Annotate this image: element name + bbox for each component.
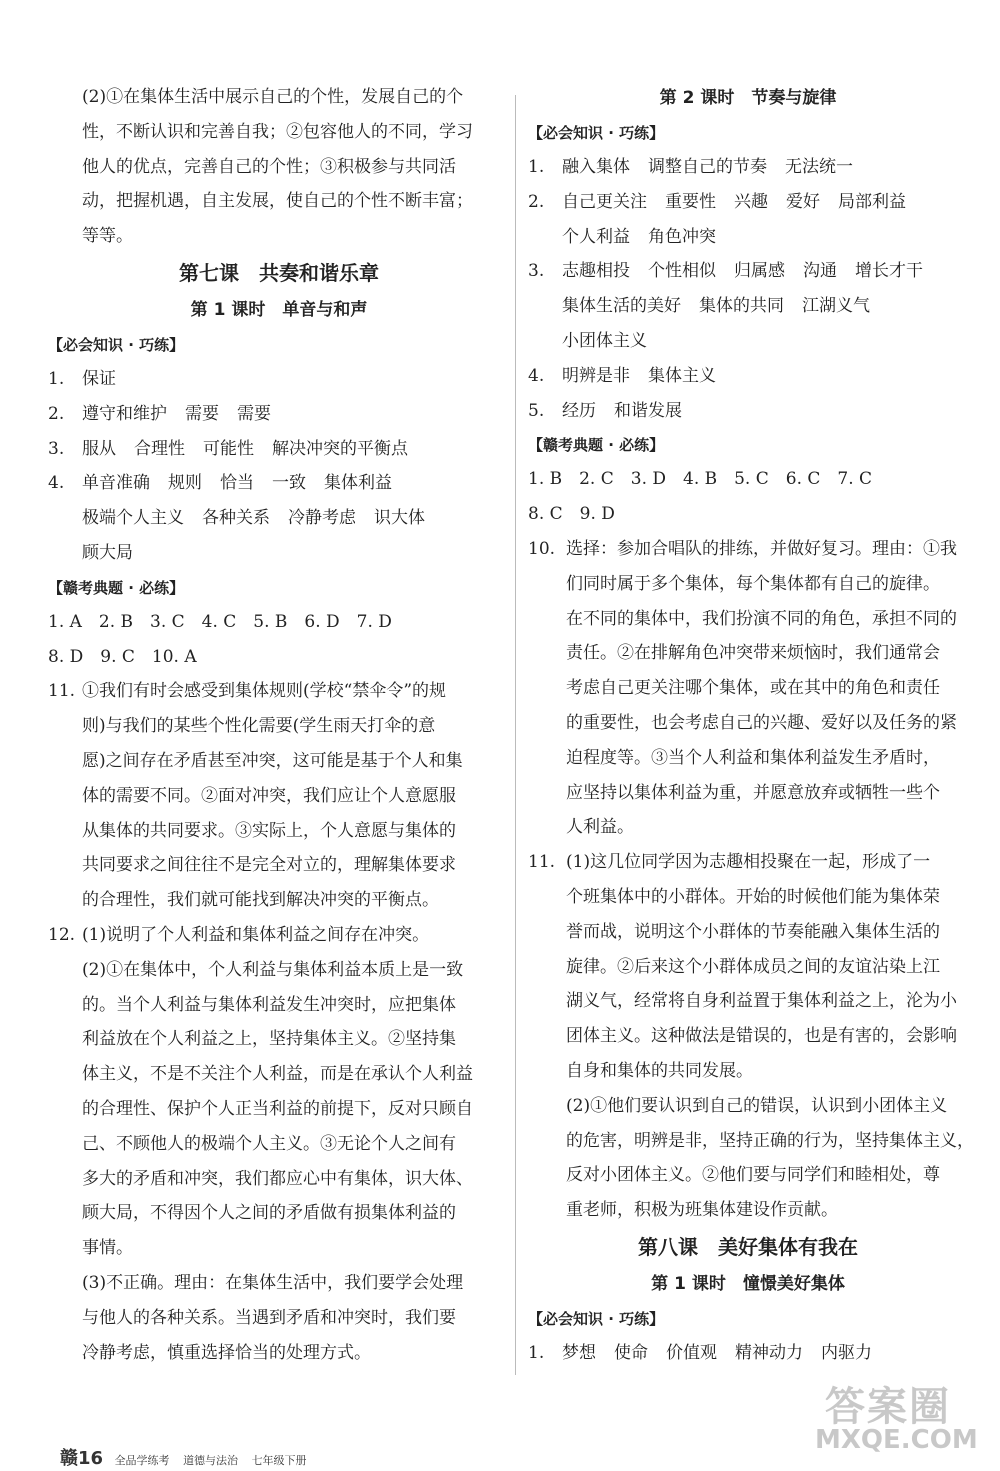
question-answer-line: 重老师，积极为班集体建设作贡献。 [566, 1200, 838, 1221]
lesson-title: 第八课 美好集体有我在 [638, 1234, 858, 1259]
lesson-subtitle: 第 1 课时 单音与和声 [190, 299, 368, 320]
column-divider [515, 95, 516, 1375]
question-answer-line: 共同要求之间往往不是完全对立的，理解集体要求 [82, 855, 456, 876]
question-answer-line: 己、不顾他人的极端个人主义。③无论个人之间有 [82, 1133, 456, 1154]
question-answer-line: (3)不正确。理由：在集体生活中，我们要学会处理 [82, 1272, 464, 1293]
question-answer-line: 体的需要不同。②面对冲突，我们应让个人意愿服 [82, 785, 456, 806]
page-footer [60, 1444, 317, 1470]
grade-label: 七年级下册 [251, 1454, 307, 1467]
book-title: 全品学练考 [114, 1454, 170, 1467]
question-answer-line: 迫程度等。③当个人利益和集体利益发生矛盾时， [566, 747, 940, 768]
intro-line: 性，不断认识和完善自我；②包容他人的不同，学习 [82, 121, 473, 142]
knowledge-item-cont: 小团体主义 [562, 330, 647, 351]
section-header: 【赣考典题 · 必练】 [528, 436, 665, 455]
lesson-title: 第七课 共奏和谐乐章 [179, 260, 379, 285]
knowledge-item-cont: 个人利益 角色冲突 [562, 226, 716, 247]
question-answer-line: (2)①在集体中，个人利益与集体利益本质上是一致 [82, 959, 464, 980]
lesson-subtitle: 第 2 课时 节奏与旋律 [659, 88, 837, 108]
knowledge-item: 1. 保证 [48, 368, 116, 389]
question-answer-line: 反对小团体主义。②他们要与同学们和睦相处，尊 [566, 1165, 940, 1186]
question-answer-line: 应坚持以集体利益为重，并愿意放弃或牺牲一些个 [566, 782, 940, 803]
section-header: 【必会知识 · 巧练】 [528, 124, 665, 142]
knowledge-item: 2. 自己更关注 重要性 兴趣 爱好 局部利益 [528, 191, 906, 212]
watermark-logo: 答案圈 MXQE.COM [815, 1384, 978, 1455]
question-answer-line: 愿)之间存在矛盾甚至冲突，这可能是基于个人和集 [82, 750, 463, 771]
right-column [528, 80, 974, 1371]
intro-line: 他人的优点，完善自己的个性；③积极参与共同活 [82, 156, 456, 177]
question-answer-line: 12. (1)说明了个人利益和集体利益之间存在冲突。 [48, 924, 430, 945]
question-answer-line: 事情。 [82, 1238, 133, 1259]
intro-line: 等等。 [82, 226, 133, 247]
section-header: 【必会知识 · 巧练】 [528, 1309, 665, 1328]
question-answer-line: (2)①他们要认识到自己的错误，认识到小团体主义 [566, 1095, 948, 1116]
question-answer-line: 利益放在个人利益之上，坚持集体主义。②坚持集 [82, 1029, 456, 1050]
question-answer-line: 个班集体中的小群体。开始的时候他们能为集体荣 [566, 886, 940, 907]
page-number: 赣16 [60, 1448, 104, 1469]
knowledge-item: 1. 融入集体 调整自己的节奏 无法统一 [528, 157, 853, 177]
question-answer-line: 团体主义。这种做法是错误的，也是有害的，会影响 [566, 1026, 957, 1047]
left-column [48, 80, 510, 1370]
question-answer-line: 的重要性，也会考虑自己的兴趣、爱好以及任务的紧 [566, 712, 957, 733]
question-answer-line: 人利益。 [566, 817, 634, 838]
question-answer-line: 誉而战，说明这个小群体的节奏能融入集体生活的 [566, 921, 940, 942]
question-answer-line: 顾大局，不得因个人之间的矛盾做有损集体利益的 [82, 1203, 456, 1224]
lesson-subtitle: 第 1 课时 憧憬美好集体 [651, 1273, 845, 1294]
answer-row: 1. B 2. C 3. D 4. B 5. C 6. C 7. C [528, 469, 873, 490]
answer-row: 8. D 9. C 10. A [48, 646, 197, 667]
answer-row: 8. C 9. D [528, 504, 615, 525]
knowledge-item: 3. 志趣相投 个性相似 归属感 沟通 增长才干 [528, 261, 923, 282]
section-header: 【必会知识 · 巧练】 [48, 335, 185, 354]
knowledge-item: 5. 经历 和谐发展 [528, 400, 682, 421]
question-answer-line: 11. ①我们有时会感受到集体规则(学校“禁伞令”的规 [48, 681, 447, 702]
question-answer-line: 的合理性、保护个人正当利益的前提下，反对只顾自 [82, 1098, 473, 1119]
question-answer-line: 11. (1)这几位同学因为志趣相投聚在一起，形成了一 [528, 852, 931, 873]
question-answer-line: 多大的矛盾和冲突，我们都应心中有集体，识大体、 [82, 1168, 473, 1189]
question-answer-line: 们同时属于多个集体，每个集体都有自己的旋律。 [566, 573, 940, 594]
question-answer-line: 体主义，不是不关注个人利益，而是在承认个人利益 [82, 1064, 473, 1085]
knowledge-item-cont: 集体生活的美好 集体的共同 江湖义气 [562, 296, 870, 317]
knowledge-item: 3. 服从 合理性 可能性 解决冲突的平衡点 [48, 438, 408, 459]
question-answer-line: 旋律。②后来这个小群体成员之间的友谊沾染上江 [566, 956, 940, 977]
knowledge-item: 4. 明辨是非 集体主义 [528, 365, 716, 386]
knowledge-item: 2. 遵守和维护 需要 需要 [48, 403, 271, 424]
question-answer-line: 冷静考虑，慎重选择恰当的处理方式。 [82, 1342, 371, 1363]
intro-line: 动，把握机遇，自主发展，使自己的个性不断丰富； [82, 191, 473, 212]
question-answer-line: 的合理性，我们就可能找到解决冲突的平衡点。 [82, 890, 439, 911]
question-answer-line: 自身和集体的共同发展。 [566, 1060, 753, 1081]
question-answer-line: 考虑自己更关注哪个集体，或在其中的角色和责任 [566, 678, 940, 699]
question-answer-line: 的。当个人利益与集体利益发生冲突时，应把集体 [82, 994, 456, 1015]
question-answer-line: 与他人的各种关系。当遇到矛盾和冲突时，我们要 [82, 1307, 456, 1328]
question-answer-line: 在不同的集体中，我们扮演不同的角色，承担不同的 [566, 608, 957, 629]
knowledge-item-cont: 极端个人主义 各种关系 冷静考虑 识大体 [82, 508, 425, 529]
knowledge-item-cont: 顾大局 [82, 542, 133, 563]
intro-line: (2)①在集体生活中展示自己的个性，发展自己的个 [82, 87, 464, 107]
question-answer-line: 从集体的共同要求。③实际上，个人意愿与集体的 [82, 820, 456, 841]
knowledge-item: 4. 单音准确 规则 恰当 一致 集体利益 [48, 473, 392, 494]
knowledge-item: 1. 梦想 使命 价值观 精神动力 内驱力 [528, 1342, 872, 1363]
question-answer-line: 湖义气，经常将自身利益置于集体利益之上，沦为小 [566, 991, 957, 1012]
question-answer-line: 10. 选择：参加合唱队的排练，并做好复习。理由：①我 [528, 538, 957, 559]
question-answer-line: 的危害，明辨是非，坚持正确的行为，坚持集体主义， [566, 1130, 974, 1151]
question-answer-line: 则)与我们的某些个性化需要(学生雨天打伞的意 [82, 716, 436, 737]
question-answer-line: 责任。②在排解角色冲突带来烦恼时，我们通常会 [566, 643, 940, 664]
subject-label: 道德与法治 [183, 1454, 239, 1467]
section-header: 【赣考典题 · 必练】 [48, 578, 185, 597]
answer-row: 1. A 2. B 3. C 4. C 5. B 6. D 7. D [48, 611, 392, 632]
